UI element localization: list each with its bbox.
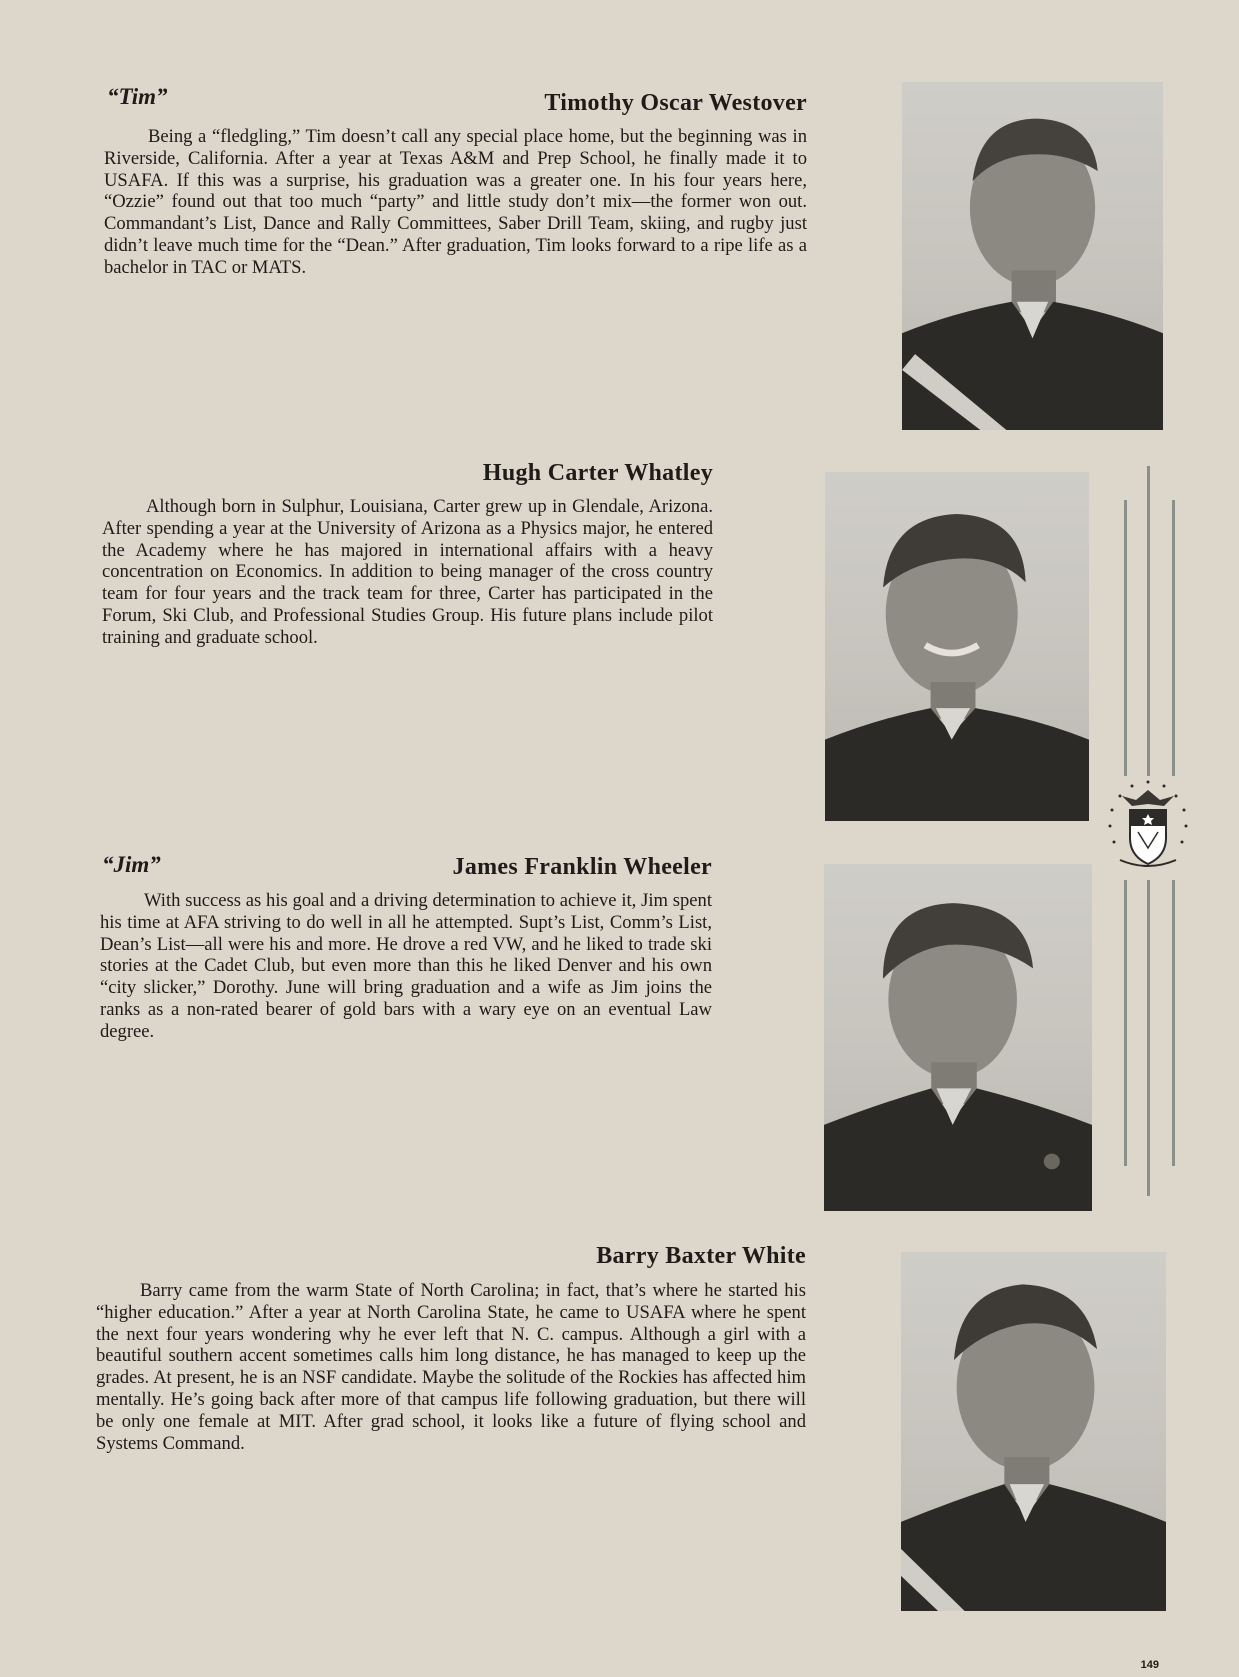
academy-seal-icon — [1100, 776, 1196, 880]
bio-wheeler: With success as his goal and a driving determination to achieve it, Jim spent his time at AFA striving to do well in all he attempted. Supt’s List, Comm’s List, Dean’s List—all were his and more. He drove a red VW, and he liked to trade ski stories at the Cadet Club, but even more than this he liked Denver and his own “city slicker,” Dorothy. June will bring graduation and a wife as Jim joins the ranks as a non-rated bearer of gold bars with a wary eye on an eventual Law degree. — [100, 890, 712, 1042]
portrait-white — [901, 1252, 1166, 1611]
bio-white: Barry came from the warm State of North Carolina; in fact, that’s where he started his “higher education.” After a year at North Carolina State, he came to USAFA where he spent the next four years wondering why he ever left that N. C. campus. Although a girl with a beautiful southern accent sometimes calls him long distance, he has managed to keep up the grades. At present, he is an NSF candidate. Maybe the solitude of the Rockies has affected him mentally. He’s going back after more of that campus life following graduation, but there will be only one female at MIT. After grad school, it looks like a future of flying school and Systems Command. — [96, 1280, 806, 1454]
portrait-wheeler — [824, 864, 1092, 1211]
nickname-tim: “Tim” — [107, 84, 168, 109]
portrait-whatley — [825, 472, 1089, 821]
bio-westover: Being a “fledgling,” Tim doesn’t call any special place home, but the beginning was in Riverside, California. After a year at Texas A&M and Prep School, he finally made it to USAFA. If this was a surprise, his graduation was a greater one. In his four years here, “Ozzie” found out that too much “party” and little study don’t mix—the former won out. Commandant’s List, Dance and Rally Committees, Saber Drill Team, skiing, and rugby just didn’t leave much time for the “Dean.” After graduation, Tim looks forward to a ripe life as a bachelor in TAC or MATS. — [104, 126, 807, 278]
cadet-name-whatley: Hugh Carter Whatley — [482, 460, 713, 486]
page-number: 149 — [1140, 1659, 1159, 1671]
cadet-name-white: Barry Baxter White — [596, 1243, 806, 1269]
bio-whatley: Although born in Sulphur, Louisiana, Carter grew up in Glendale, Arizona. After spending a year at the University of Arizona as a Physics major, he entered the Academy where he has majored in international affairs with a heavy concentration on Economics. In addition to being manager of the cross country team for four years and the track team for three, Carter has participated in the Forum, Ski Club, and Professional Studies Group. His future plans include pilot training and graduate school. — [102, 496, 713, 648]
nickname-jim: “Jim” — [102, 852, 161, 877]
cadet-name-wheeler: James Franklin Wheeler — [452, 854, 712, 880]
portrait-westover — [902, 82, 1163, 430]
cadet-name-westover: Timothy Oscar Westover — [544, 90, 807, 116]
